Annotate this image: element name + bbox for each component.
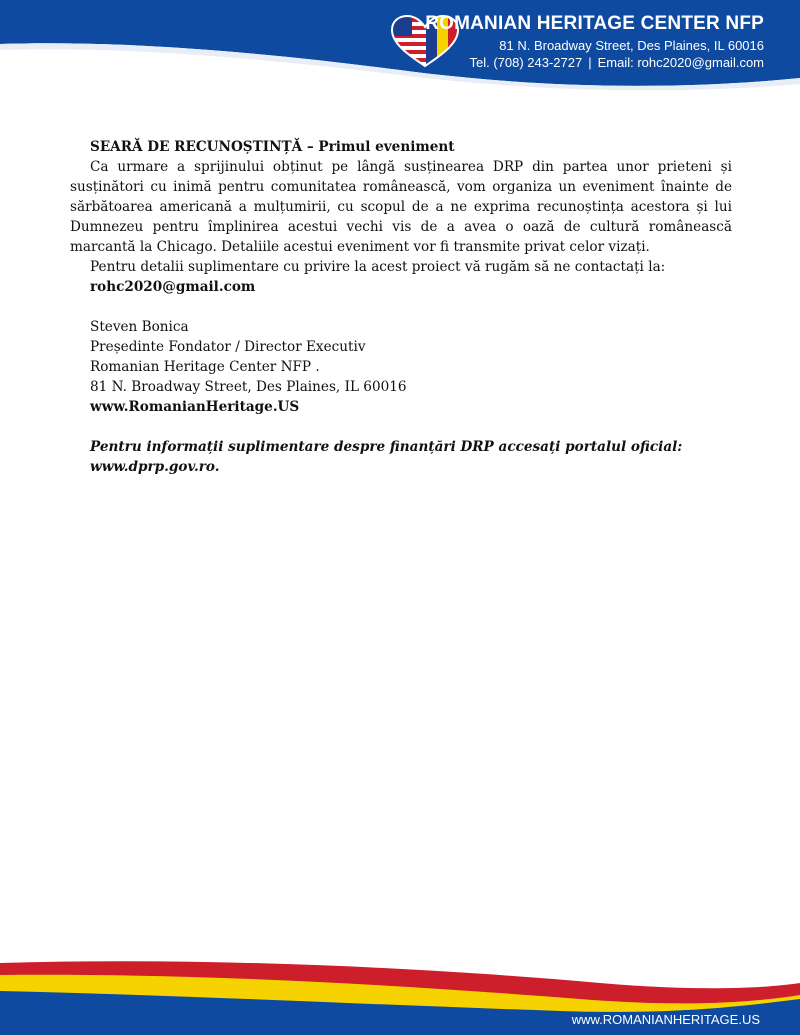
spacer [70,297,732,317]
letterhead-header [0,0,800,90]
contact-separator: | [588,55,592,70]
signature-title: Președinte Fondator / Director Executiv [90,339,366,355]
section-heading: SEARĂ DE RECUNOȘTINȚĂ – Primul eveniment [90,139,455,155]
org-phone: Tel. (708) 243-2727 [469,55,583,70]
org-contact-line [469,55,764,70]
signature-website: www.RomanianHeritage.US [90,399,300,415]
signature-org: Romanian Heritage Center NFP . [90,359,320,375]
funding-note: Pentru informații suplimentare despre finanțări DRP accesați portalul oficial: [90,439,683,455]
footer-website: www.ROMANIANHERITAGE.US [571,1012,760,1027]
org-address: 81 N. Broadway Street, Des Plaines, IL 60016 [499,38,764,53]
paragraph-contact: Pentru detalii suplimentare cu privire la acest proiect vă rugăm să ne contactați la: [90,259,666,275]
letterhead-footer [0,955,800,1035]
org-email: Email: rohc2020@gmail.com [597,55,764,70]
funding-portal: www.dprp.gov.ro. [90,459,220,475]
contact-email: rohc2020@gmail.com [90,279,256,295]
signature-address: 81 N. Broadway Street, Des Plaines, IL 60016 [90,379,407,395]
paragraph-event: Ca urmare a sprijinului obținut pe lângă susținearea DRP din partea unor prieteni și susținători cu inimă pentru comunitatea românească, vom organiza un eveniment înainte de sărbătoarea americană a mulțumirii, cu scopul de a ne exprima recunoștința acestora și lui Dumnezeu pentru împlinirea acestui vechi vis de a avea o oază de cultură românească marcantă la Chicago. Detaliile acestui eveniment vor fi transmite privat celor vizați. [70,159,732,255]
signature-name: Steven Bonica [90,319,189,335]
spacer [70,417,732,437]
org-name: ROMANIAN HERITAGE CENTER NFP [425,13,764,34]
letter-body [70,137,732,477]
